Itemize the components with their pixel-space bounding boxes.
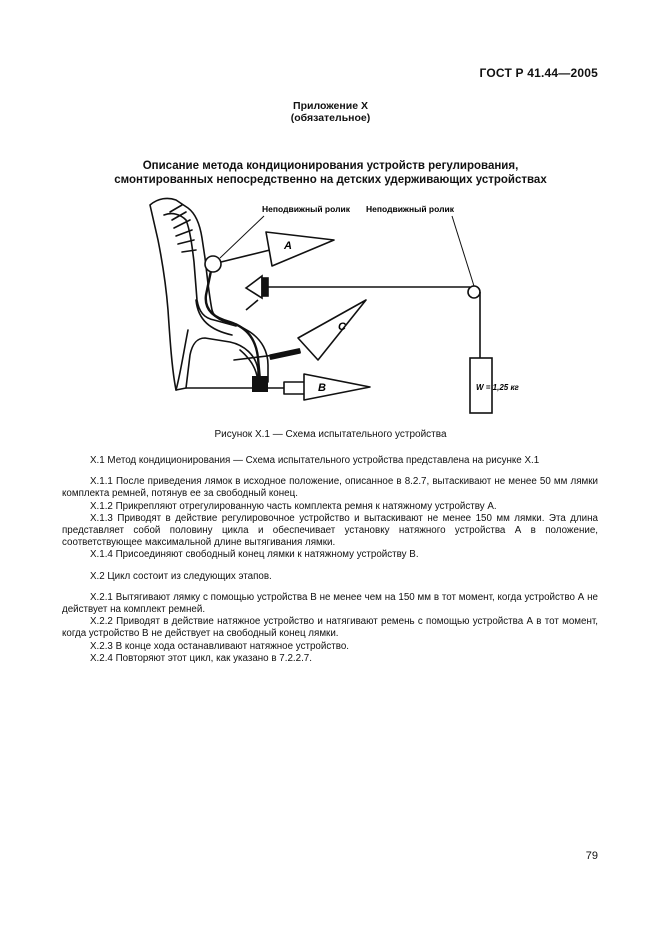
label-roller-left: Неподвижный ролик [262,204,350,214]
section-title [0,159,661,187]
seat-base [176,330,258,390]
paragraph: Х.2.4 Повторяют этот цикл, как указано в 7.2.2.7. [90,652,312,664]
paragraph: Х.2.3 В конце хода останавливают натяжное устройство. [90,640,349,652]
body-text [62,455,598,665]
section-title-line2: смонтированных непосредственно на детских удерживающих устройствах [114,174,547,186]
label-b: B [318,382,326,394]
seat-outline-inner [164,214,236,335]
paragraph: Х.2 Цикл состоит из следующих этапов. [90,570,272,582]
leader-right-roller [452,216,474,286]
page-number: 79 [585,850,598,862]
paragraph: Х.1.3 Приводят в действие регулировочное устройство и вытаскивают не менее 150 мм лямки. Эта длина представляет собой половину цикла и обеспечивает установку натяжного устройства А в положение, соответствующее максимальной длине вытягивания лямки. [62,512,598,549]
leader-left-roller [220,216,264,258]
label-weight: W = 1,25 кг [476,383,519,392]
appendix-title: Приложение Х [293,100,368,112]
buckle-adjuster [252,376,268,392]
appendix-heading [0,100,661,124]
paragraph: Х.1.4 Присоединяют свободный конец лямки к натяжному устройству В. [90,549,419,561]
label-roller-right: Неподвижный ролик [366,204,454,214]
test-device-figure [130,193,550,418]
paragraph: Х.1.1 После приведения лямок в исходное положение, описанное в 8.2.7, вытаскивают не менее 50 мм лямки комплекта ремней, потянув ее за свободный конец. [62,476,598,500]
paragraph: Х.1.2 Прикрепляют отрегулированную часть комплекта ремня к натяжному устройству А. [90,500,497,512]
label-a: A [284,240,292,252]
figure-caption: Рисунок Х.1 — Схема испытательного устройства [214,429,447,440]
left-fixed-roller [205,256,221,272]
section-title-line1: Описание метода кондиционирования устройств регулирования, [142,160,519,172]
paragraph: Х.2.2 Приводят в действие натяжное устройство и натягивают ремень с помощью устройства А в тот момент, когда устройство В не действует на свободный конец лямки. [62,616,598,640]
document-code-header: ГОСТ Р 41.44—2005 [479,66,598,80]
appendix-subtitle: (обязательное) [290,112,371,124]
paragraph: Х.1 Метод кондиционирования — Схема испытательного устройства представлена на рисунке Х.1 [90,455,540,466]
device-c [270,300,366,360]
right-fixed-roller [468,286,480,298]
paragraph: Х.2.1 Вытягивают лямку с помощью устройства В не менее чем на 150 мм в тот момент, когда устройство А не действует на комплект ремней. [62,591,598,616]
label-c: C [338,321,346,333]
adjuster-clamp [246,276,268,310]
device-a [221,232,334,266]
device-b [284,374,370,400]
